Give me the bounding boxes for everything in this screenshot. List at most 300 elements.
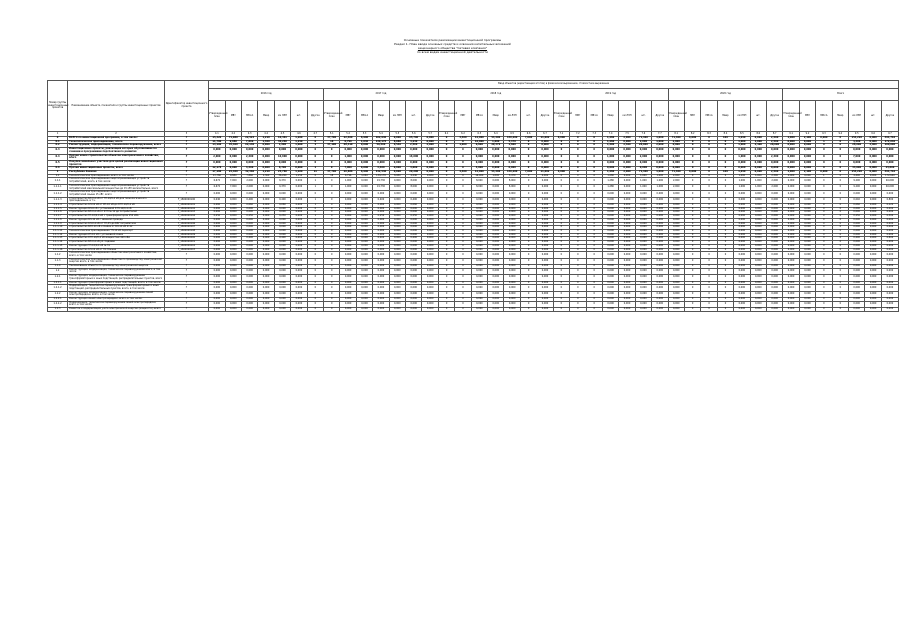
table-cell: 0,000 bbox=[619, 298, 635, 302]
table-cell: 0,000 bbox=[471, 241, 487, 245]
table-cell: 11,002 bbox=[537, 137, 553, 141]
column-number: 7.3 bbox=[586, 132, 602, 137]
table-cell: 0,000 bbox=[766, 308, 782, 312]
table-cell: 0,000 bbox=[488, 215, 504, 219]
table-cell: 0,000 bbox=[389, 229, 405, 233]
table-cell: 0,000 bbox=[668, 226, 684, 230]
table-cell: 0,000 bbox=[504, 197, 520, 203]
table-cell: 1,150 bbox=[291, 174, 307, 178]
table-cell: 0 bbox=[570, 191, 586, 197]
table-cell: 0,060 bbox=[406, 204, 422, 208]
table-cell: 0,000 bbox=[602, 248, 618, 252]
table-cell: 1,200 bbox=[291, 137, 307, 141]
table-cell: 0 bbox=[553, 301, 569, 307]
table-cell: 0,000 bbox=[291, 191, 307, 197]
table-cell: 0,000 bbox=[849, 148, 865, 154]
table-cell: 0,000 bbox=[537, 308, 553, 312]
table-cell: 0,000 bbox=[225, 229, 241, 233]
row-index: 1.1.4 bbox=[48, 265, 68, 269]
table-cell: 0,000 bbox=[750, 204, 766, 208]
table-cell: 0,000 bbox=[766, 281, 782, 285]
table-cell: 0,400 bbox=[274, 197, 290, 203]
table-cell: 1,000 bbox=[488, 140, 504, 144]
table-cell: 24,400 bbox=[225, 171, 241, 175]
table-cell: 0 bbox=[438, 167, 454, 171]
table-cell: 0 bbox=[717, 265, 733, 269]
table-cell: 0 bbox=[553, 258, 569, 264]
table-cell: 71,080 bbox=[225, 137, 241, 141]
table-cell: 0,000 bbox=[750, 191, 766, 197]
table-cell: 0,000 bbox=[225, 215, 241, 219]
table-cell: 0,000 bbox=[422, 301, 438, 307]
table-cell: 0 bbox=[684, 222, 700, 226]
table-cell: 0,000 bbox=[291, 197, 307, 203]
table-cell: 0,000 bbox=[537, 140, 553, 144]
table-cell: 0,000 bbox=[619, 211, 635, 215]
table-cell: 0,000 bbox=[734, 222, 750, 226]
table-cell: 0,000 bbox=[865, 197, 881, 203]
table-cell: 0,000 bbox=[406, 244, 422, 248]
table-cell: 0,000 bbox=[274, 275, 290, 281]
row-code: Г bbox=[164, 178, 208, 184]
table-cell: 0,000 bbox=[619, 215, 635, 219]
row-name: Покупка земельных участков для целей реализации инвестиционных проектов bbox=[69, 159, 163, 166]
table-cell: 0,000 bbox=[258, 207, 274, 211]
row-code: F_1800000190 bbox=[164, 197, 208, 203]
table-cell: 0,000 bbox=[766, 285, 782, 291]
table-cell: 50,400 bbox=[373, 144, 389, 148]
table-cell: 0,000 bbox=[406, 298, 422, 302]
table-cell: 0 bbox=[717, 281, 733, 285]
table-cell: 0 bbox=[816, 178, 832, 184]
table-cell: 0 bbox=[684, 215, 700, 219]
table-cell: 0 bbox=[832, 265, 848, 269]
table-cell: 17,180 bbox=[209, 171, 225, 175]
row-name: Инвестиционные проекты, реализация которых обуславливается схемами и программами перспективного развития bbox=[68, 148, 165, 154]
table-cell: 0 bbox=[324, 207, 340, 211]
table-cell: 0,000 bbox=[668, 248, 684, 252]
row-name: Строительство ВЛ-0,4 кВ от КТП № 12 до потребителей bbox=[68, 211, 165, 215]
table-cell: 0,000 bbox=[373, 244, 389, 248]
table-cell: 0,000 bbox=[340, 248, 356, 252]
table-cell: 0,000 bbox=[209, 222, 225, 226]
table-cell: 142,540 bbox=[373, 171, 389, 175]
table-cell: 0 bbox=[717, 291, 733, 297]
table-cell: 0,000 bbox=[356, 222, 372, 226]
table-cell: 0,000 bbox=[406, 285, 422, 291]
table-cell: 0,000 bbox=[799, 244, 815, 248]
table-cell: 0,000 bbox=[291, 252, 307, 258]
table-cell: 0,000 bbox=[537, 291, 553, 297]
table-cell: 130,200 bbox=[504, 137, 520, 141]
table-cell: 16,000 bbox=[406, 154, 422, 160]
table-cell: 0,000 bbox=[766, 265, 782, 269]
table-cell: 0,000 bbox=[225, 191, 241, 197]
table-cell: 0,000 bbox=[865, 233, 881, 237]
table-cell: 8,900 bbox=[356, 171, 372, 175]
header-plan: Утвержденный план bbox=[209, 101, 225, 132]
table-cell: 0,000 bbox=[783, 178, 799, 184]
table-cell: 0,000 bbox=[422, 237, 438, 241]
table-cell: 0,000 bbox=[668, 285, 684, 291]
table-cell: 0,000 bbox=[340, 298, 356, 302]
table-cell: 0,000 bbox=[619, 207, 635, 211]
header-year: Всего bbox=[783, 89, 899, 101]
table-cell: 0,000 bbox=[537, 281, 553, 285]
table-cell: 0,000 bbox=[422, 265, 438, 269]
table-cell: 0 bbox=[570, 241, 586, 245]
table-cell: 0,000 bbox=[422, 204, 438, 208]
row-index: 1.1.1.6 bbox=[48, 211, 68, 215]
table-cell: 0 bbox=[684, 207, 700, 211]
table-cell: 0,000 bbox=[602, 298, 618, 302]
table-cell: 0 bbox=[455, 258, 471, 264]
row-code: Г bbox=[164, 144, 208, 148]
table-cell: 0,000 bbox=[274, 301, 290, 307]
table-cell: 0 bbox=[701, 204, 717, 208]
table-cell: 0,000 bbox=[799, 148, 815, 154]
table-cell: 0,000 bbox=[635, 148, 651, 154]
table-cell: 0,000 bbox=[849, 291, 865, 297]
table-cell: 0 bbox=[684, 275, 700, 281]
table-cell: 0,000 bbox=[504, 285, 520, 291]
table-cell: 0,000 bbox=[422, 207, 438, 211]
row-index: 1.2.1.2 bbox=[48, 285, 68, 291]
table-cell: 0 bbox=[520, 226, 536, 230]
table-cell: 0,000 bbox=[619, 178, 635, 184]
row-index: 1.1.2 bbox=[48, 252, 68, 258]
table-cell: 1,280 bbox=[602, 137, 618, 141]
table-cell: 0,000 bbox=[356, 148, 372, 154]
table-cell: 0,000 bbox=[668, 268, 684, 274]
table-cell: 0,000 bbox=[750, 275, 766, 281]
table-cell: 0,000 bbox=[750, 197, 766, 203]
table-cell: 0,000 bbox=[373, 233, 389, 237]
table-cell: 0,000 bbox=[849, 268, 865, 274]
header-unit: Мвар bbox=[258, 101, 274, 132]
table-cell: 0,000 bbox=[373, 222, 389, 226]
table-cell: 154,220 bbox=[849, 137, 865, 141]
table-cell: 0,000 bbox=[799, 154, 815, 160]
table-cell: 0,000 bbox=[488, 197, 504, 203]
table-cell: 0,000 bbox=[750, 248, 766, 252]
table-cell: 71,400 bbox=[668, 137, 684, 141]
table-cell: 0 bbox=[438, 211, 454, 215]
table-cell: 0,000 bbox=[291, 265, 307, 269]
table-cell: 0,000 bbox=[881, 154, 898, 160]
table-cell: 0,800 bbox=[881, 237, 898, 241]
column-number: 6.3 bbox=[471, 132, 487, 137]
table-cell: 0,000 bbox=[241, 218, 257, 222]
table-cell: 0 bbox=[832, 191, 848, 197]
table-cell: 0,000 bbox=[471, 291, 487, 297]
table-cell: 0 bbox=[816, 218, 832, 222]
table-cell: 0 bbox=[816, 241, 832, 245]
table-cell: 0,000 bbox=[865, 174, 881, 178]
table-cell: 0,000 bbox=[734, 265, 750, 269]
table-cell: 0 bbox=[832, 281, 848, 285]
table-cell: 1,210 bbox=[258, 137, 274, 141]
table-cell: 0,000 bbox=[635, 207, 651, 211]
table-cell: 0 bbox=[701, 298, 717, 302]
table-cell: 0,000 bbox=[488, 218, 504, 222]
table-cell: 0,000 bbox=[865, 207, 881, 211]
table-cell: 0,000 bbox=[340, 191, 356, 197]
row-index: 1.1.1.9 bbox=[48, 222, 68, 226]
table-cell: 0,000 bbox=[668, 222, 684, 226]
table-cell: 0 bbox=[438, 148, 454, 154]
table-cell: 0,040 bbox=[209, 197, 225, 203]
column-number: 8.6 bbox=[750, 132, 766, 137]
table-cell: 0,000 bbox=[865, 241, 881, 245]
table-cell: 0 bbox=[520, 237, 536, 241]
table-cell: 0,000 bbox=[356, 167, 372, 171]
table-cell: 0 bbox=[307, 218, 323, 222]
table-cell: 0,000 bbox=[389, 211, 405, 215]
table-cell: 0 bbox=[684, 174, 700, 178]
table-cell: 0,000 bbox=[668, 160, 684, 166]
table-cell: 0 bbox=[553, 184, 569, 190]
table-cell: 0,000 bbox=[537, 222, 553, 226]
table-cell: 0,000 bbox=[783, 285, 799, 291]
table-cell: 0,000 bbox=[356, 268, 372, 274]
table-cell: 0 bbox=[324, 154, 340, 160]
table-cell: 20,000 bbox=[635, 144, 651, 148]
table-cell: 0 bbox=[570, 275, 586, 281]
table-cell: 0,000 bbox=[865, 308, 881, 312]
header-unit: МВ×А bbox=[356, 101, 372, 132]
table-cell: 0,000 bbox=[668, 211, 684, 215]
table-cell: 0,000 bbox=[652, 211, 668, 215]
table-cell: 0 bbox=[816, 233, 832, 237]
table-cell: 0,000 bbox=[635, 211, 651, 215]
table-cell: 0,000 bbox=[225, 298, 241, 302]
table-cell: 0 bbox=[684, 144, 700, 148]
table-cell: 4,000 bbox=[471, 167, 487, 171]
table-cell: 0,000 bbox=[504, 241, 520, 245]
table-cell: 0,000 bbox=[602, 167, 618, 171]
table-cell: 0,000 bbox=[291, 298, 307, 302]
table-cell: 0,000 bbox=[406, 265, 422, 269]
column-number: 5.4 bbox=[373, 132, 389, 137]
table-cell: 0,000 bbox=[668, 229, 684, 233]
table-cell: 0 bbox=[570, 308, 586, 312]
table-cell: 0 bbox=[455, 218, 471, 222]
table-cell: 0 bbox=[438, 140, 454, 144]
table-cell: 0,000 bbox=[488, 268, 504, 274]
table-cell: 0 bbox=[438, 248, 454, 252]
table-cell: 0,000 bbox=[291, 204, 307, 208]
table-cell: 0,000 bbox=[766, 252, 782, 258]
table-cell: 0 bbox=[816, 222, 832, 226]
table-cell: 0,000 bbox=[881, 233, 898, 237]
table-cell: 0 bbox=[438, 308, 454, 312]
table-cell: 0 bbox=[520, 268, 536, 274]
table-cell: 0,000 bbox=[356, 248, 372, 252]
table-cell: 0 bbox=[816, 281, 832, 285]
table-cell: 0 bbox=[307, 154, 323, 160]
table-cell: 0,000 bbox=[881, 258, 898, 264]
table-cell: 0,000 bbox=[274, 248, 290, 252]
table-cell: 0,000 bbox=[258, 178, 274, 184]
table-cell: 0,000 bbox=[849, 218, 865, 222]
table-cell: 0 bbox=[717, 207, 733, 211]
table-cell: 0 bbox=[717, 308, 733, 312]
table-cell: 0,000 bbox=[635, 258, 651, 264]
table-cell: 0 bbox=[324, 237, 340, 241]
table-cell: 0,000 bbox=[750, 226, 766, 230]
table-cell: 0 bbox=[701, 301, 717, 307]
table-cell: 11 bbox=[307, 171, 323, 175]
title-line-4: по всем видам инвестиционной деятельности bbox=[417, 50, 488, 54]
row-name: Модернизация, техническое перевооружение линий электропередачи, всего, в том числе: bbox=[68, 301, 165, 307]
table-cell: 0,000 bbox=[356, 160, 372, 166]
table-cell: 0 bbox=[438, 241, 454, 245]
table-cell: 0 bbox=[816, 285, 832, 291]
table-cell: 0,000 bbox=[619, 204, 635, 208]
table-cell: 0,000 bbox=[422, 191, 438, 197]
table-cell: 0,000 bbox=[816, 137, 832, 141]
table-cell: 0 bbox=[520, 178, 536, 184]
table-cell: 0 bbox=[570, 244, 586, 248]
table-cell: 0 bbox=[324, 215, 340, 219]
column-number: 7.5 bbox=[619, 132, 635, 137]
table-cell: 1,000 bbox=[734, 184, 750, 190]
table-cell: 0 bbox=[832, 291, 848, 297]
table-cell: 0,000 bbox=[258, 211, 274, 215]
table-cell: 0 bbox=[570, 281, 586, 285]
table-cell: 0,000 bbox=[799, 265, 815, 269]
table-cell: 2,400 bbox=[619, 144, 635, 148]
table-cell: 0,000 bbox=[537, 241, 553, 245]
table-cell: 0 bbox=[684, 281, 700, 285]
table-cell: 0,000 bbox=[537, 229, 553, 233]
table-cell: 0,000 bbox=[668, 241, 684, 245]
table-cell: 0,000 bbox=[422, 140, 438, 144]
table-cell: 0,000 bbox=[750, 215, 766, 219]
table-cell: 0,000 bbox=[422, 160, 438, 166]
table-cell: 0,000 bbox=[225, 268, 241, 274]
table-cell: 0,000 bbox=[241, 281, 257, 285]
table-cell: 2,000 bbox=[635, 154, 651, 160]
table-cell: 0,000 bbox=[849, 285, 865, 291]
table-cell: 0,000 bbox=[619, 233, 635, 237]
table-cell: 0,000 bbox=[422, 285, 438, 291]
table-cell: 0 bbox=[586, 226, 602, 230]
table-cell: 0,000 bbox=[766, 167, 782, 171]
table-cell: 0 bbox=[307, 191, 323, 197]
table-cell: 0,000 bbox=[652, 207, 668, 211]
table-cell: 0,000 bbox=[619, 222, 635, 226]
table-cell: 0,000 bbox=[274, 252, 290, 258]
table-cell: 0 bbox=[438, 229, 454, 233]
table-cell: 0,000 bbox=[274, 265, 290, 269]
table-cell: 0,000 bbox=[668, 148, 684, 154]
table-cell: 0 bbox=[553, 285, 569, 291]
table-cell: 0,120 bbox=[881, 204, 898, 208]
table-cell: 2,400 bbox=[750, 144, 766, 148]
table-cell: 0,000 bbox=[537, 265, 553, 269]
table-cell: 0 bbox=[570, 204, 586, 208]
table-cell: 0 bbox=[701, 268, 717, 274]
table-cell: 0,000 bbox=[734, 211, 750, 215]
table-cell: 0,000 bbox=[422, 233, 438, 237]
table-cell: 0,000 bbox=[422, 298, 438, 302]
table-cell: 0,000 bbox=[766, 218, 782, 222]
table-cell: 0,000 bbox=[356, 301, 372, 307]
header-unit: МВт bbox=[225, 101, 241, 132]
table-cell: 0 bbox=[520, 222, 536, 226]
table-cell: 0,000 bbox=[373, 268, 389, 274]
table-cell: 1,000 bbox=[488, 174, 504, 178]
table-cell: 0 bbox=[553, 226, 569, 230]
table-cell: 0 bbox=[438, 171, 454, 175]
table-cell: 0,000 bbox=[849, 258, 865, 264]
header-unit: МВ×А bbox=[241, 101, 257, 132]
table-cell: 0,000 bbox=[373, 248, 389, 252]
table-cell: 0 bbox=[586, 174, 602, 178]
table-cell: 0 bbox=[684, 301, 700, 307]
table-cell: 0,000 bbox=[504, 275, 520, 281]
column-number: 9.6 bbox=[865, 132, 881, 137]
table-cell: 0,000 bbox=[750, 154, 766, 160]
table-cell: 0,000 bbox=[340, 222, 356, 226]
table-cell: 0 bbox=[832, 275, 848, 281]
table-cell: 0 bbox=[307, 233, 323, 237]
table-cell: 9,200 bbox=[849, 178, 865, 184]
header-year: 2020 год bbox=[668, 89, 783, 101]
table-cell: 0,000 bbox=[258, 233, 274, 237]
table-cell: 22,400 bbox=[340, 137, 356, 141]
table-cell: 0,000 bbox=[373, 207, 389, 211]
table-cell: 0 bbox=[307, 226, 323, 230]
table-cell: 0,000 bbox=[635, 291, 651, 297]
table-cell: 0 bbox=[520, 218, 536, 222]
table-cell: 0,000 bbox=[209, 308, 225, 312]
row-name: Технологическое присоединение энергопринимающих устройств потребителей, всего, в том числе: bbox=[68, 178, 165, 184]
table-cell: 0 bbox=[832, 268, 848, 274]
table-cell: 0,000 bbox=[209, 268, 225, 274]
table-cell: 32,360 bbox=[241, 171, 257, 175]
table-cell: 0,000 bbox=[406, 226, 422, 230]
table-cell: 0,000 bbox=[783, 275, 799, 281]
header-unit: км ЛЭП bbox=[619, 101, 635, 132]
table-cell: 0,000 bbox=[537, 218, 553, 222]
table-cell: 0 bbox=[684, 184, 700, 190]
table-cell: 0,000 bbox=[340, 275, 356, 281]
table-cell: 0,000 bbox=[734, 160, 750, 166]
table-cell: 0 bbox=[816, 237, 832, 241]
table-cell: 1,000 bbox=[734, 154, 750, 160]
table-cell: 0,000 bbox=[799, 178, 815, 184]
table-cell: 0,000 bbox=[849, 265, 865, 269]
table-cell: 0,000 bbox=[881, 275, 898, 281]
table-cell: 0,000 bbox=[274, 211, 290, 215]
table-cell: 0,000 bbox=[225, 148, 241, 154]
table-cell: 0,000 bbox=[488, 258, 504, 264]
row-index: 0.3 bbox=[48, 148, 68, 154]
table-cell: 0,000 bbox=[635, 298, 651, 302]
table-cell: 7,860 bbox=[241, 174, 257, 178]
table-cell: 0 bbox=[816, 268, 832, 274]
table-cell: 0,000 bbox=[504, 237, 520, 241]
table-cell: 0,000 bbox=[799, 281, 815, 285]
table-cell: 0,000 bbox=[635, 197, 651, 203]
table-cell: 0,000 bbox=[783, 140, 799, 144]
table-cell: 0,000 bbox=[406, 248, 422, 252]
table-cell: 0 bbox=[832, 207, 848, 211]
table-cell: 1 bbox=[307, 167, 323, 171]
